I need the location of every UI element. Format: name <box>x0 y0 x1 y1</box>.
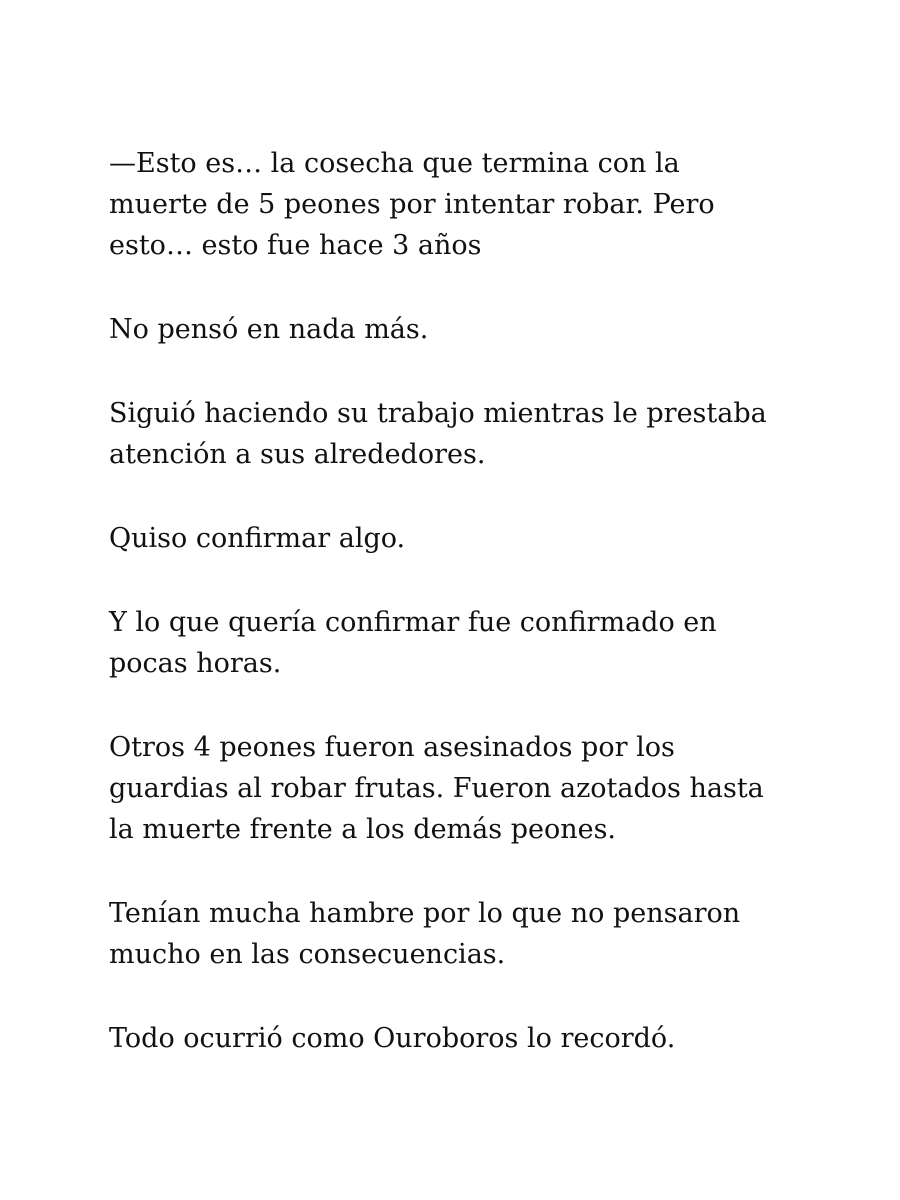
paragraph: —Esto es… la cosecha que termina con la muerte de 5 peones por intentar robar. Pero esto… esto fue hace 3 años <box>109 148 715 261</box>
paragraph: Quiso confirmar algo. <box>109 523 406 554</box>
paragraph: Y lo que quería confirmar fue confirmado en pocas horas. <box>109 607 717 679</box>
paragraph: Siguió haciendo su trabajo mientras le prestaba atención a sus alrededores. <box>109 398 767 470</box>
paragraph: Tenían mucha hambre por lo que no pensaron mucho en las consecuencias. <box>109 898 741 970</box>
paragraph: No pensó en nada más. <box>109 314 429 345</box>
paragraph: Otros 4 peones fueron asesinados por los guardias al robar frutas. Fueron azotados hasta la muerte frente a los demás peones. <box>109 732 764 845</box>
text-body <box>109 143 809 1102</box>
paragraph: Todo ocurrió como Ouroboros lo recordó. <box>109 1023 676 1054</box>
